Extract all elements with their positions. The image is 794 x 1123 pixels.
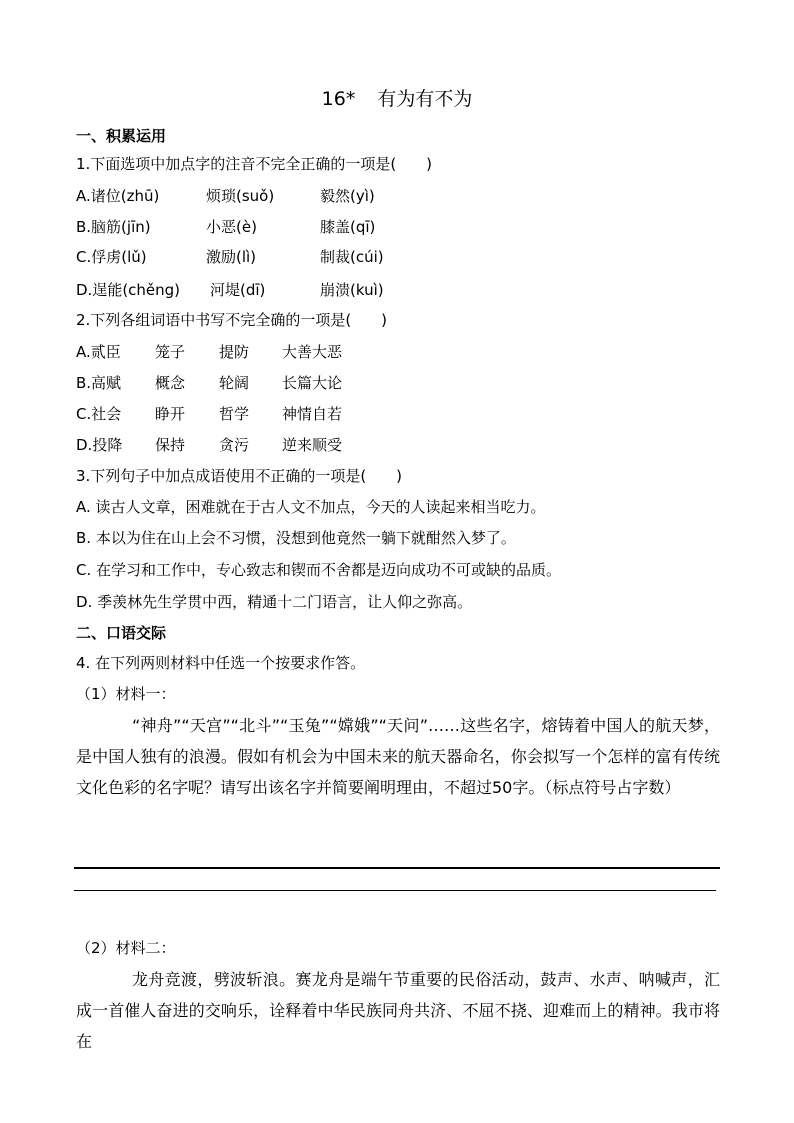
option-item: D.投降 [76,436,123,454]
material-1-label: （1）材料一： [76,685,176,703]
option-item: B.高赋 [76,374,122,392]
option-item: 笼子 [155,343,186,361]
material-2-label: （2）材料二： [76,939,176,957]
question-1-option-b [76,217,375,237]
question-3-stem: 3.下列句子中加点成语使用不正确的一项是( ) [76,467,403,485]
question-3-option-c: C. 在学习和工作中，专心致志和锲而不舍都是迈向成功不可或缺的品质。 [76,561,562,579]
option-item: 小恶(è) [206,218,257,236]
question-1-option-a [76,186,375,206]
option-item: 毅然(yì) [320,187,375,205]
option-item: A.贰臣 [76,343,121,361]
option-item: 膝盖(qī) [320,218,376,236]
question-1-stem: 1.下面选项中加点字的注音不完全正确的一项是( ) [76,155,433,173]
option-item: 激励(lì) [206,248,257,266]
question-2-option-b [76,373,342,393]
option-item: 贪污 [219,436,250,454]
option-item: 概念 [155,374,186,392]
question-1-option-c [76,247,384,267]
question-2-stem: 2.下列各组词语中书写不完全确的一项是( ) [76,311,388,329]
option-item: 烦琐(suǒ) [206,187,275,205]
question-3-option-b: B. 本以为住在山上会不习惯，没想到他竟然一躺下就酣然入梦了。 [76,529,516,547]
question-2-option-a [76,342,342,362]
option-item: B.脑筋(jīn) [76,218,151,236]
lesson-number: 16* [321,88,356,110]
option-item: C.社会 [76,405,122,423]
lesson-title: 有为有不为 [377,88,473,110]
option-item: 逆来顺受 [282,436,343,454]
option-item: A.诸位(zhū) [76,187,160,205]
material-1-text: “神舟”“天宫”“北斗”“玉兔”“嫦娥”“天问”……这些名字，熔铸着中国人的航天梦，是中国人独有的浪漫。假如有机会为中国未来的航天器命名，你会拟写一个怎样的富有传统文化色彩的名字呢？请写出该名字并简要阐明理由，不超过50字。（标点符号占字数） [76,716,720,797]
option-item: 轮阔 [219,374,250,392]
question-4-stem: 4. 在下列两则材料中任选一个按要求作答。 [76,654,366,672]
option-item: 哲学 [219,405,250,423]
option-item: D.逞能(chěng) [76,281,181,299]
option-item: 大善大恶 [282,343,343,361]
question-2-option-d [76,435,342,455]
question-3-option-d: D. 季羡林先生学贯中西，精通十二门语言，让人仰之弥高。 [76,593,473,611]
option-item: 神情自若 [282,405,343,423]
answer-line [74,890,716,891]
option-item: 制裁(cúi) [320,248,384,266]
option-item: 崩溃(kuì) [320,281,384,299]
question-2-option-c [76,404,342,424]
option-item: 提防 [219,343,250,361]
answer-line [74,867,720,869]
option-item: C.俘虏(lǔ) [76,248,147,266]
section-heading-2: 二、口语交际 [76,624,167,642]
option-item: 河堤(dī) [210,281,266,299]
option-item: 睁开 [155,405,186,423]
option-item: 长篇大论 [282,374,343,392]
material-2-text: 龙舟竞渡，劈波斩浪。赛龙舟是端午节重要的民俗活动，鼓声、水声、呐喊声，汇成一首催人奋进的交响乐，诠释着中华民族同舟共济、不屈不挠、迎难而上的精神。我市将在 [76,970,720,1051]
question-1-option-d [76,280,384,300]
question-3-option-a: A. 读古人文章，困难就在于古人文不加点，今天的人读起来相当吃力。 [76,498,546,516]
page-title [0,84,794,111]
option-item: 保持 [155,436,186,454]
section-heading-1: 一、积累运用 [76,127,167,145]
